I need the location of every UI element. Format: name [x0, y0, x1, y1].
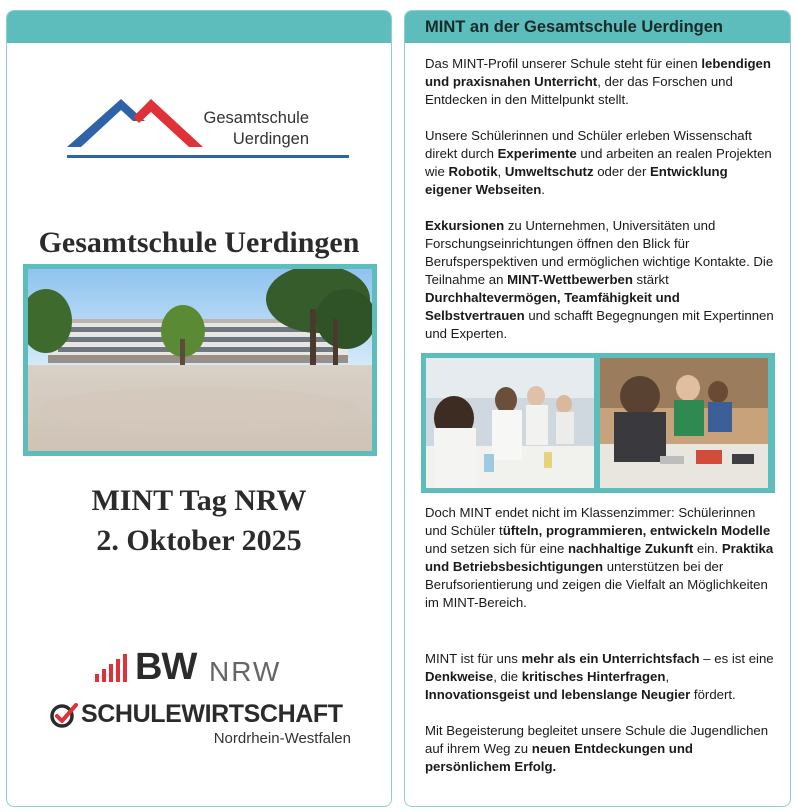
text-run: MINT ist für uns: [425, 651, 522, 666]
schulewirtschaft-region: Nordrhein-Westfalen: [213, 730, 351, 747]
info-header-bar: [405, 11, 790, 43]
text-run: oder der: [593, 164, 650, 179]
bold-text-run: Entwicklung eigener Webseiten: [425, 164, 728, 197]
info-panel: [404, 10, 791, 807]
text-run: Unsere Schülerinnen und Schüler erleben Wissenschaft direkt durch: [425, 128, 752, 161]
text-run: .: [541, 182, 545, 197]
paragraph-3: [425, 217, 775, 343]
classroom-photos-frame: [421, 353, 775, 493]
bold-text-run: Praktika und Betriebsbesichtigungen: [425, 541, 774, 574]
text-run: , die: [493, 669, 522, 684]
bw-logo-text: BW: [135, 646, 197, 688]
text-run: zu Unternehmen, Universitäten und Forschungseinrichtungen öffnen den Blick für Berufsperspektiven und ermöglichen wichtige Kontakte. Die Teilnahme an: [425, 218, 774, 287]
event-block: [7, 481, 391, 561]
signal-bars-icon: [95, 654, 131, 682]
bold-text-run: neuen Entdeckungen und persönlichem Erfolg.: [425, 741, 693, 774]
bw-nrw-logo: [95, 648, 315, 688]
logo-text-line-1: Gesamtschule: [203, 109, 309, 127]
check-circle-icon: [49, 701, 79, 729]
lab-experiment-photo: [426, 358, 594, 488]
event-name: MINT Tag NRW: [91, 484, 307, 517]
paragraph-5: [425, 650, 775, 704]
bold-text-run: Durchhaltevermögen, Teamfähigkeit und Selbstvertrauen: [425, 290, 680, 323]
paragraph-4: [425, 504, 775, 612]
text-run: ein.: [693, 541, 722, 556]
bold-text-run: Exkursionen: [425, 218, 505, 233]
text-run: fördert.: [690, 687, 736, 702]
paragraph-2: [425, 127, 775, 199]
paragraph-1: [425, 55, 775, 109]
text-run: – es ist eine: [699, 651, 774, 666]
text-run: und schafft Begegnungen mit Expertinnen und Experten.: [425, 308, 774, 341]
text-run: unterstützen bei der Berufsorientierung und zeigen die Vielfalt an Möglichkeiten im MINT-Bereich.: [425, 559, 768, 610]
bold-text-run: nachhaltige Zukunft: [567, 541, 694, 556]
bold-text-run: Robotik: [448, 164, 498, 179]
school-logo: [63, 97, 353, 171]
text-run: stärkt: [632, 272, 669, 287]
school-title: Gesamtschule Uerdingen: [38, 226, 360, 259]
text-run: Doch MINT endet nicht im Klassenzimmer: Schülerinnen und Schüler t: [425, 505, 756, 538]
bold-text-run: mehr als ein Unterrichtsfach: [521, 651, 700, 666]
school-photo-frame: [23, 264, 377, 456]
bold-text-run: üfteln, programmieren, entwickeln Modelle: [502, 523, 771, 538]
paragraph-6: [425, 722, 775, 776]
text-run: und arbeiten an realen Projekten wie: [425, 146, 772, 179]
event-date: 2. Oktober 2025: [96, 524, 302, 557]
logo-text-line-2: Uerdingen: [232, 130, 309, 148]
schulewirtschaft-logo: [49, 701, 369, 761]
schulewirtschaft-text: SCHULEWIRTSCHAFT: [81, 700, 343, 728]
school-building-photo: [28, 269, 372, 451]
bold-text-run: kritisches Hinterfragen: [521, 669, 666, 684]
bold-text-run: Innovationsgeist und lebenslange Neugier: [425, 687, 691, 702]
cover-header-bar: [7, 11, 391, 43]
info-header-title: MINT an der Gesamtschule Uerdingen: [425, 17, 723, 36]
text-run: Das MINT-Profil unserer Schule steht für einen: [425, 56, 702, 71]
text-run: Mit Begeisterung begleitet unsere Schule die Jugendlichen auf ihrem Weg zu: [425, 723, 769, 756]
cover-panel: [6, 10, 392, 807]
bold-text-run: Umweltschutz: [504, 164, 594, 179]
bold-text-run: Experimente: [497, 146, 577, 161]
text-run: ,: [497, 164, 505, 179]
nrw-logo-text: NRW: [209, 656, 282, 687]
robotics-class-photo: [600, 358, 768, 488]
bold-text-run: Denkweise: [425, 669, 494, 684]
bold-text-run: lebendigen und praxisnahen Unterricht: [425, 56, 771, 89]
bold-text-run: MINT-Wettbewerben: [507, 272, 633, 287]
text-run: , der das Forschen und Entdecken in den Mittelpunkt stellt.: [425, 74, 733, 107]
text-run: ,: [665, 669, 670, 684]
text-run: und setzen sich für eine: [425, 541, 568, 556]
